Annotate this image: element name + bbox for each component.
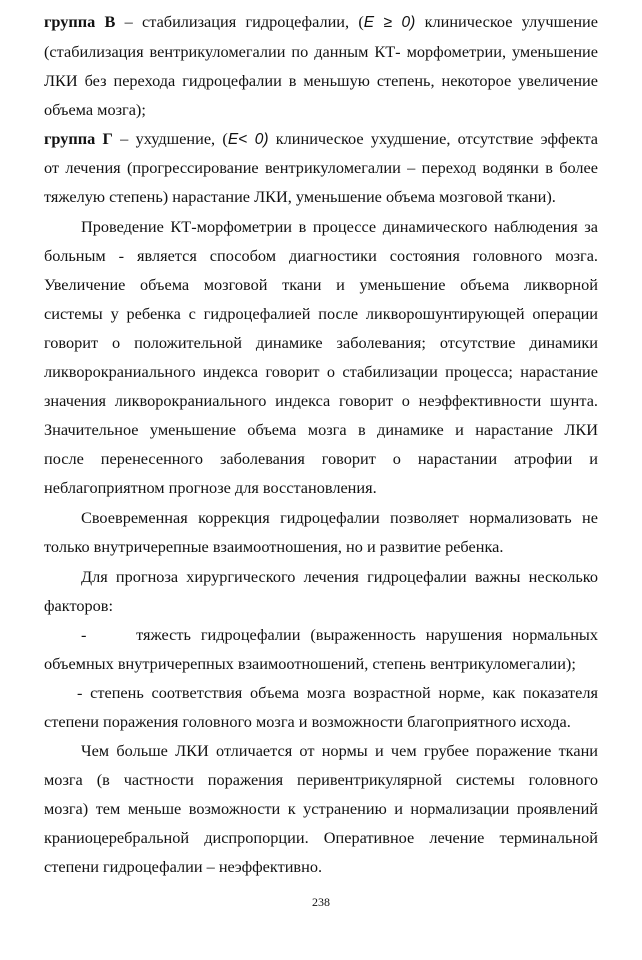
para3-line-1: Для прогноза хирургического лечения гидроцефалии важны несколько	[81, 567, 598, 586]
bullet1-line-1: - тяжесть гидроцефалии (выраженность нарушения нормальных	[81, 625, 598, 644]
bullet2-line-2: степени поражения головного мозга и возможности благоприятного исхода.	[44, 712, 571, 731]
para3-line-2: факторов:	[44, 596, 114, 615]
group-b-line-1	[44, 12, 598, 33]
bullet2-line-1: - степень соответствия объема мозга возрастной норме, как показателя	[77, 683, 598, 702]
para1-line-3: Увеличение объема мозговой ткани и уменьшение объема ликворной	[44, 275, 598, 294]
group-g-text-a: – ухудшение, (	[120, 129, 228, 148]
para1-line-5: говорит о положительной динамике заболевания; отсутствие динамики	[44, 333, 598, 352]
group-g-label: группа Г	[44, 129, 113, 148]
para1-line-2: больным - является способом диагностики состояния головного мозга.	[44, 246, 598, 265]
group-b-label: группа В	[44, 12, 116, 31]
para4-line-2: мозга (в частности поражения перивентрикулярной системы головного	[44, 770, 598, 789]
group-b-text-a: – стабилизация гидроцефалии, (	[124, 12, 364, 31]
para1-line-9: после перенесенного заболевания говорит о нарастании атрофии и	[44, 449, 598, 468]
para2-line-2: только внутричерепные взаимоотношения, но и развитие ребенка.	[44, 537, 504, 556]
group-b-formula: E ≥ 0)	[363, 14, 416, 31]
para4-line-3: мозга) тем меньше возможности к устранению и нормализации проявлений	[44, 799, 598, 818]
para1-line-7: значения ликворокраниального индекса говорит о неэффективности шунта.	[44, 391, 598, 410]
para1-line-1: Проведение КТ-морфометрии в процессе динамического наблюдения за	[81, 217, 598, 236]
para2-line-1: Своевременная коррекция гидроцефалии позволяет нормализовать не	[81, 508, 598, 527]
group-b-line-2: (стабилизация вентрикуломегалии по данным КТ- морфометрии, уменьшение	[44, 42, 598, 61]
para1-line-6: ликворокраниального индекса говорит о стабилизации процесса; нарастание	[44, 362, 598, 381]
para4-line-5: степени гидроцефалии – неэффективно.	[44, 857, 323, 876]
group-g-text-b: клиническое ухудшение, отсутствие эффекта	[275, 129, 598, 148]
para4-line-1: Чем больше ЛКИ отличается от нормы и чем грубее поражение ткани	[81, 741, 598, 760]
para1-line-4: системы у ребенка с гидроцефалией после ликворошунтирующей операции	[44, 304, 598, 323]
group-b-line-3: ЛКИ без перехода гидроцефалии в меньшую степень, некоторое увеличение	[44, 71, 598, 90]
group-b-text-b: клиническое улучшение	[424, 12, 598, 31]
page-number: 238	[312, 895, 330, 909]
group-g-line-2: от лечения (прогрессирование вентрикуломегалии – переход водянки в более	[44, 158, 598, 177]
para4-line-4: краниоцеребральной диспропорции. Оперативное лечение терминальной	[44, 828, 598, 847]
para1-line-8: Значительное уменьшение объема мозга в динамике и нарастание ЛКИ	[44, 420, 598, 439]
group-g-line-1	[44, 129, 598, 150]
para1-line-10: неблагоприятном прогнозе для восстановления.	[44, 478, 377, 497]
group-g-formula: E< 0)	[227, 131, 269, 148]
bullet1-line-2: объемных внутричерепных взаимоотношений, степень вентрикуломегалии);	[44, 654, 576, 673]
group-g-line-3: тяжелую степень) нарастание ЛКИ, уменьшение объема мозговой ткани).	[44, 187, 556, 206]
group-b-line-4: объема мозга);	[44, 100, 146, 119]
